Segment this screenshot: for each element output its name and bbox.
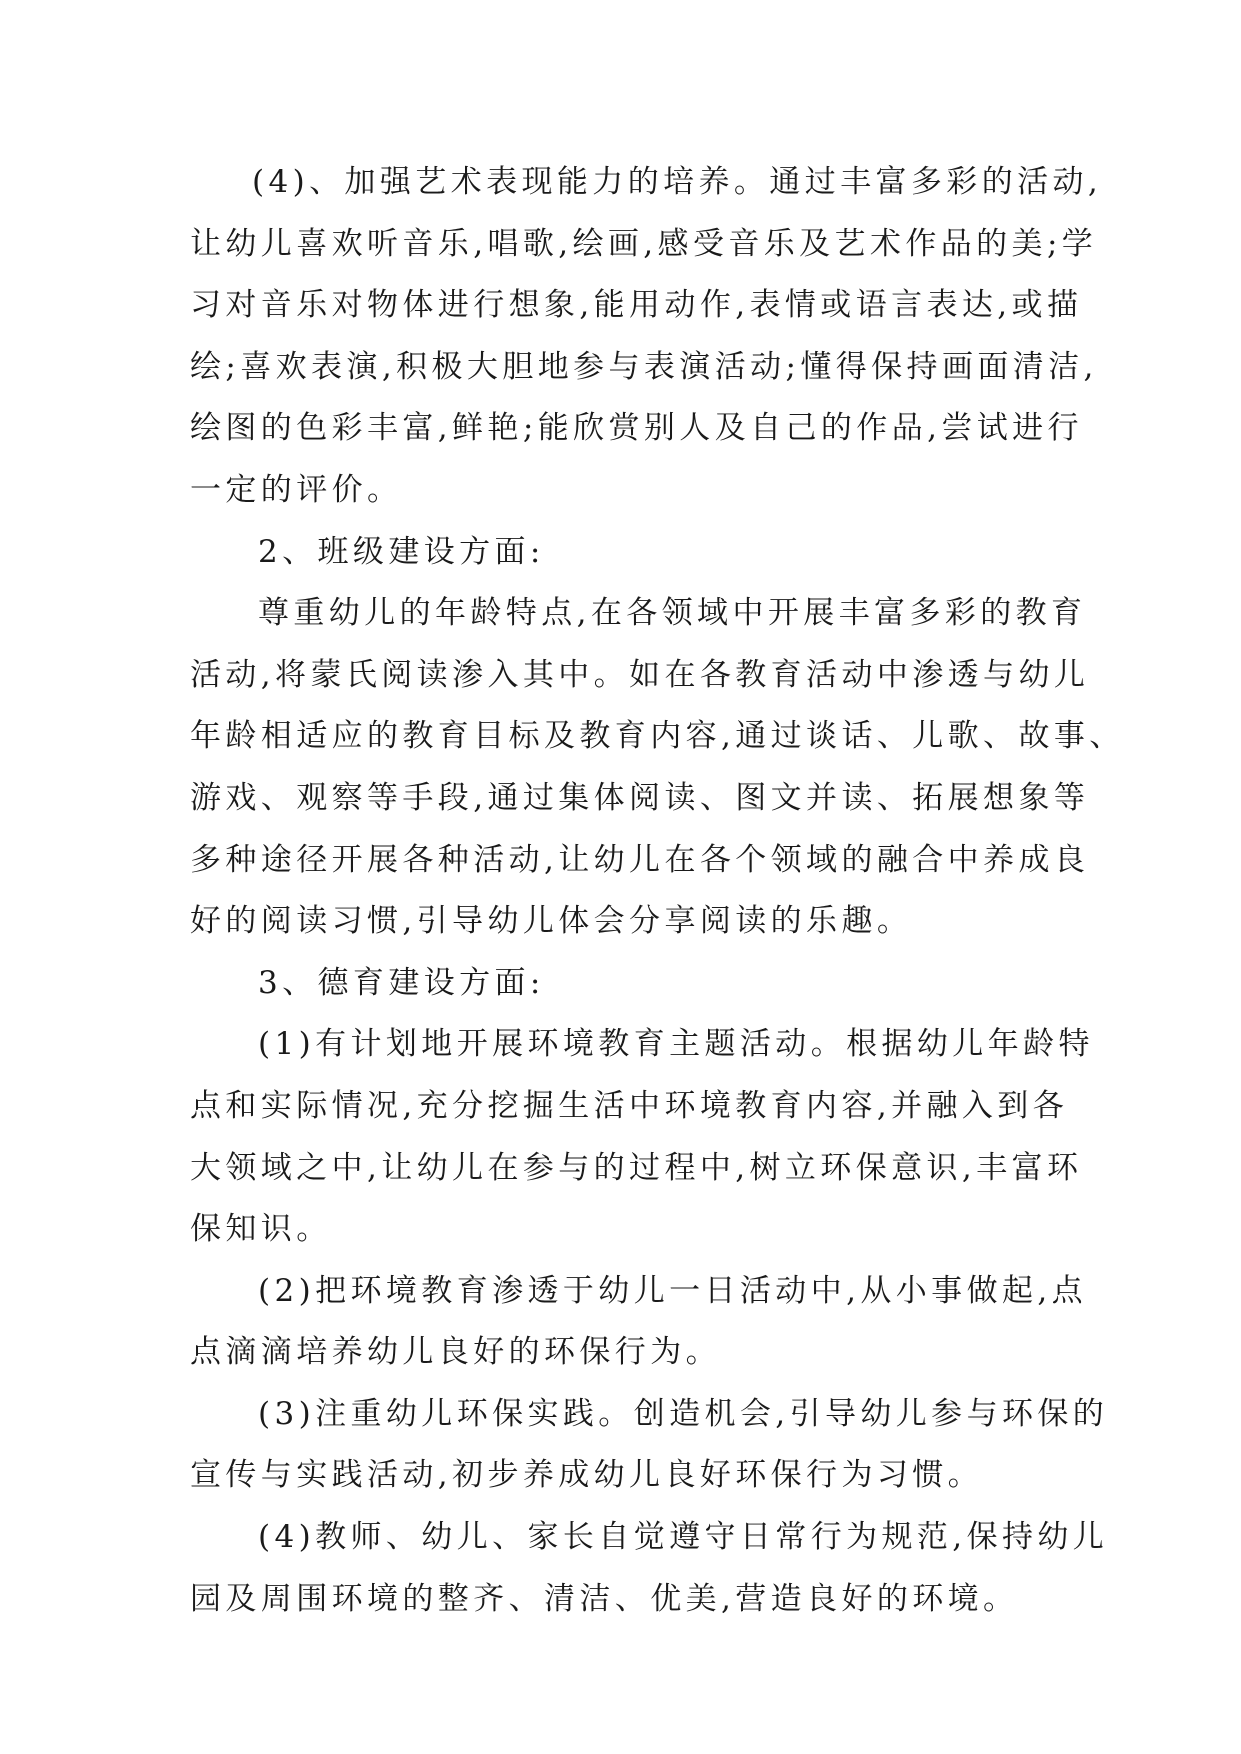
text-line: 让幼儿喜欢听音乐,唱歌,绘画,感受音乐及艺术作品的美;学 bbox=[190, 225, 1098, 262]
text-line: 大领域之中,让幼儿在参与的过程中,树立环保意识,丰富环 bbox=[190, 1149, 1083, 1186]
section-heading-class-building bbox=[190, 522, 1060, 584]
text-line: 点和实际情况,充分挖掘生活中环境教育内容,并融入到各 bbox=[190, 1087, 1069, 1124]
paragraph-moral-item-2 bbox=[190, 1261, 1088, 1384]
heading-line: 3、德育建设方面: bbox=[258, 964, 545, 1001]
text-line: 游戏、观察等手段,通过集体阅读、图文并读、拓展想象等 bbox=[190, 779, 1090, 816]
text-line: 保知识。 bbox=[190, 1211, 332, 1248]
text-line: 园及周围环境的整齐、清洁、优美,营造良好的环境。 bbox=[190, 1580, 1019, 1617]
text-line: 习对音乐对物体进行想象,能用动作,表情或语言表达,或描 bbox=[190, 287, 1083, 324]
paragraph-class-building bbox=[190, 583, 1125, 953]
text-line: (2)把环境教育渗透于幼儿一日活动中,从小事做起,点 bbox=[258, 1272, 1088, 1309]
text-line: (3)注重幼儿环保实践。创造机会,引导幼儿参与环保的 bbox=[258, 1395, 1109, 1432]
document-body bbox=[190, 152, 1125, 1630]
section-heading-moral-education bbox=[190, 953, 1060, 1015]
text-line: 活动,将蒙氏阅读渗入其中。如在各教育活动中渗透与幼儿 bbox=[190, 656, 1090, 693]
text-line: 好的阅读习惯,引导幼儿体会分享阅读的乐趣。 bbox=[190, 903, 913, 940]
paragraph-moral-item-1 bbox=[190, 1014, 1094, 1260]
paragraph-moral-item-3 bbox=[190, 1384, 1109, 1507]
heading-line: 2、班级建设方面: bbox=[258, 533, 545, 570]
paragraph-art-expression bbox=[190, 152, 1103, 522]
text-line: 绘;喜欢表演,积极大胆地参与表演活动;懂得保持画面清洁, bbox=[190, 348, 1098, 385]
paragraph-moral-item-4 bbox=[190, 1507, 1109, 1630]
text-line: (1)有计划地开展环境教育主题活动。根据幼儿年龄特 bbox=[258, 1026, 1094, 1063]
text-line: (4)、加强艺术表现能力的培养。通过丰富多彩的活动, bbox=[252, 164, 1103, 200]
text-line: 多种途径开展各种活动,让幼儿在各个领域的融合中养成良 bbox=[190, 841, 1090, 878]
text-line: 宣传与实践活动,初步养成幼儿良好环保行为习惯。 bbox=[190, 1457, 984, 1494]
text-line: 绘图的色彩丰富,鲜艳;能欣赏别人及自己的作品,尝试进行 bbox=[190, 410, 1083, 447]
text-line: 一定的评价。 bbox=[190, 471, 403, 508]
text-line: 尊重幼儿的年龄特点,在各领域中开展丰富多彩的教育 bbox=[258, 595, 1087, 632]
text-line: 点滴滴培养幼儿良好的环保行为。 bbox=[190, 1334, 721, 1371]
text-line: (4)教师、幼儿、家长自觉遵守日常行为规范,保持幼儿 bbox=[258, 1519, 1109, 1556]
text-line: 年龄相适应的教育目标及教育内容,通过谈话、儿歌、故事、 bbox=[190, 718, 1125, 755]
